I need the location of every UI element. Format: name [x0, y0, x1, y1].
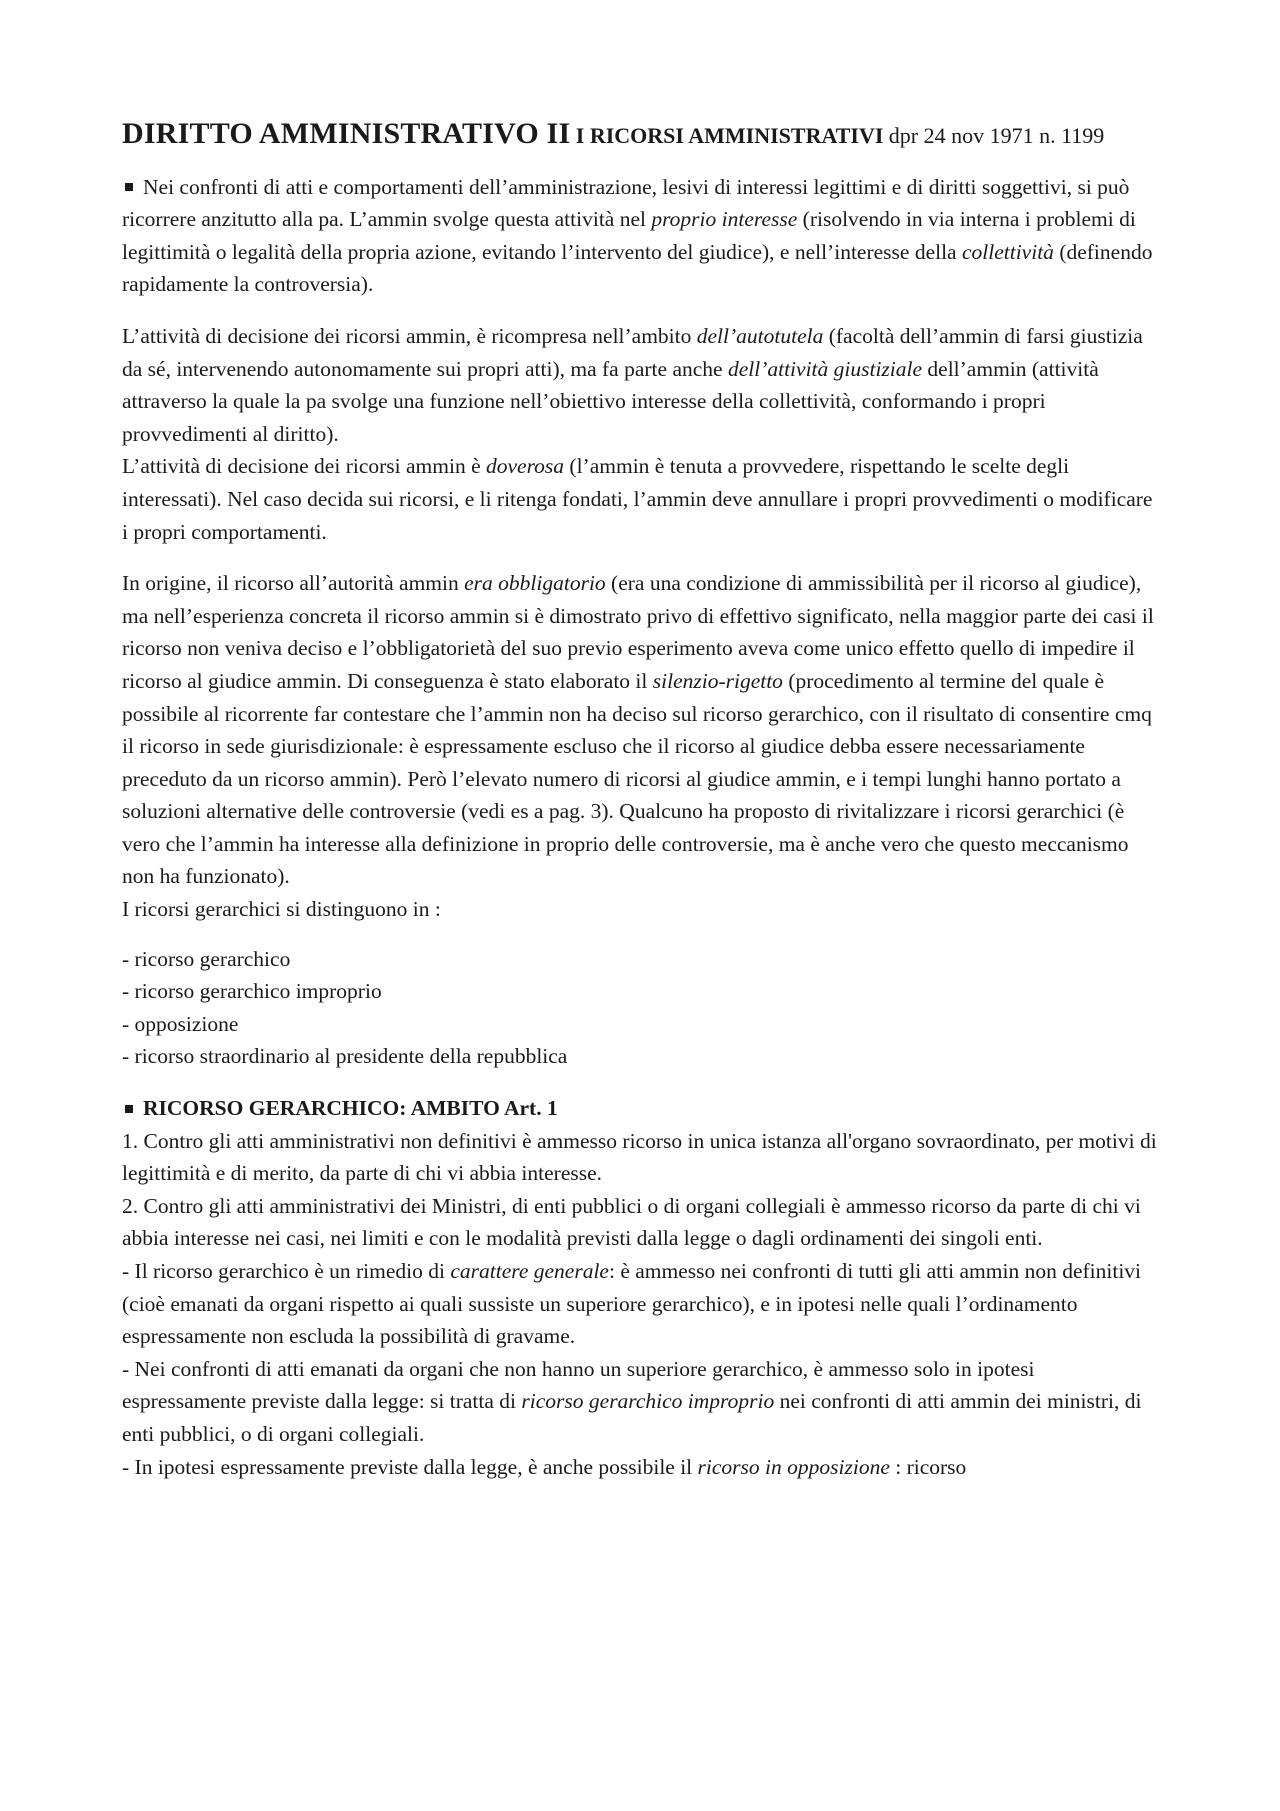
- emphasis: doverosa: [486, 454, 565, 479]
- note-ricorso-improprio: [122, 1353, 1162, 1451]
- list-item: - ricorso straordinario al presidente della repubblica: [122, 1044, 568, 1069]
- text-run: - Il ricorso gerarchico è un rimedio di: [122, 1259, 451, 1283]
- text-run: dell’ammin (attività attraverso la quale la pa svolge una funzione nell’obiettivo interesse della collettività, conformando i propri provvedimenti al diritto).: [122, 356, 1099, 446]
- text-run: In origine, il ricorso all’autorità ammin: [122, 571, 465, 596]
- emphasis: collettività: [961, 239, 1054, 264]
- list-item: - ricorso gerarchico improprio: [122, 979, 382, 1004]
- emphasis: silenzio-rigetto: [652, 668, 783, 693]
- text-run: I ricorsi gerarchici si distinguono in :: [122, 897, 441, 922]
- emphasis: ricorso gerarchico improprio: [521, 1389, 775, 1414]
- document-page: [122, 118, 1162, 1483]
- square-bullet-icon: [125, 1105, 133, 1113]
- text-run: Nei confronti di atti e comportamenti dell’amministrazione, lesivi di interessi legittimi e di diritti soggettivi, si può ricorrere anzitutto alla pa. L’ammin svolge questa attività nel: [122, 174, 1130, 232]
- emphasis: era obbligatorio: [464, 571, 606, 596]
- list-item: - ricorso gerarchico: [122, 946, 291, 971]
- emphasis: dell’autotutela: [696, 323, 824, 348]
- title-main: DIRITTO AMMINISTRATIVO II: [122, 117, 571, 150]
- article-line-2: 2. Contro gli atti amministrativi dei Ministri, di enti pubblici o di organi collegiali è ammesso ricorso da parte di chi vi abbia interesse nei casi, nei limiti e con le modalità previsti dalla legge o dagli ordinamenti dei singoli enti.: [122, 1193, 1141, 1251]
- text-run: - Nei confronti di atti emanati da organi che non hanno un superiore gerarchico, è ammesso solo in ipotesi espressamente previste dalla legge: si tratta di: [122, 1356, 1035, 1414]
- text-run: (risolvendo in via interna i problemi di legittimità o legalità della propria azione, evitando l’intervento del giudice), e nell’interesse della: [122, 207, 1136, 264]
- emphasis: proprio interesse: [651, 207, 798, 232]
- ricorsi-list: [122, 943, 1162, 1073]
- text-run: L’attività di decisione dei ricorsi ammin, è ricompresa nell’ambito: [122, 323, 697, 348]
- emphasis: ricorso in opposizione: [697, 1454, 890, 1479]
- title-subtitle: I RICORSI AMMINISTRATIVI: [575, 123, 884, 148]
- paragraph-intro: [122, 171, 1162, 301]
- note-carattere-generale: [122, 1255, 1162, 1353]
- document-title: [122, 118, 1162, 153]
- text-run: (l’ammin è tenuta a provvedere, rispettando le scelte degli interessati). Nel caso decida sui ricorsi, e li ritenga fondati, l’ammin deve annullare i propri provvedimenti o modificare i propri comportamenti.: [122, 454, 1153, 544]
- section-heading: [122, 1092, 1162, 1125]
- text-run: L’attività di decisione dei ricorsi ammin è: [122, 454, 487, 479]
- text-run: : ricorso: [889, 1454, 967, 1479]
- text-run: (facoltà dell’ammin di farsi giustizia da sé, intervenendo autonomamente sui propri atti), ma fa parte anche: [122, 323, 1143, 381]
- section-title: RICORSO GERARCHICO: AMBITO Art. 1: [143, 1096, 558, 1121]
- text-run: (era una condizione di ammissibilità per il ricorso al giudice), ma nell’esperienza concreta il ricorso ammin si è dimostrato privo di effettivo significato, nella maggior parte dei casi il ricorso non veniva deciso e l’obbligatorietà del suo previo esperimento aveva come unico effetto quello di impedire il ricorso al giudice ammin. Di conseguenza è stato elaborato il: [122, 571, 1154, 693]
- emphasis: dell’attività giustiziale: [727, 356, 923, 381]
- text-run: (procedimento al termine del quale è possibile al ricorrente far contestare che l’ammin non ha deciso sul ricorso gerarchico, con il risultato di consentire cmq il ricorso in sede giurisdizionale: è espressamente escluso che il ricorso al giudice debba essere necessariamente preceduto da un ricorso ammin). Però l’elevato numero di ricorsi al giudice ammin, e i tempi lunghi hanno portato a soluzioni alternative delle controversie (vedi es a pag. 3). Qualcuno ha proposto di rivitalizzare i ricorsi gerarchici (è vero che l’ammin ha interesse alla definizione in proprio delle controversie, ma è anche vero che questo meccanismo non ha funzionato).: [122, 668, 1152, 889]
- emphasis: carattere generale: [450, 1259, 609, 1283]
- paragraph-autotutela: [122, 320, 1162, 548]
- text-run: - In ipotesi espressamente previste dalla legge, è anche possibile il: [122, 1454, 698, 1479]
- text-run: nei confronti di atti ammin dei ministri, di enti pubblici, o di organi collegiali.: [122, 1389, 1142, 1446]
- note-opposizione: [122, 1451, 1162, 1484]
- text-run: (definendo rapidamente la controversia).: [122, 239, 1153, 297]
- article-line-1: 1. Contro gli atti amministrativi non definitivi è ammesso ricorso in unica istanza all'organo sovraordinato, per motivi di legittimità e di merito, da parte di chi vi abbia interesse.: [122, 1128, 1157, 1186]
- list-item: - opposizione: [122, 1011, 239, 1036]
- paragraph-origine: [122, 567, 1162, 926]
- square-bullet-icon: [125, 183, 133, 191]
- text-run: : è ammesso nei confronti di tutti gli atti ammin non definitivi (cioè emanati da organi rispetto ai quali sussiste un superiore gerarchico), e in ipotesi nelle quali l’ordinamento espressamente non escluda la possibilità di gravame.: [122, 1259, 1142, 1349]
- title-reference: dpr 24 nov 1971 n. 1199: [888, 123, 1105, 148]
